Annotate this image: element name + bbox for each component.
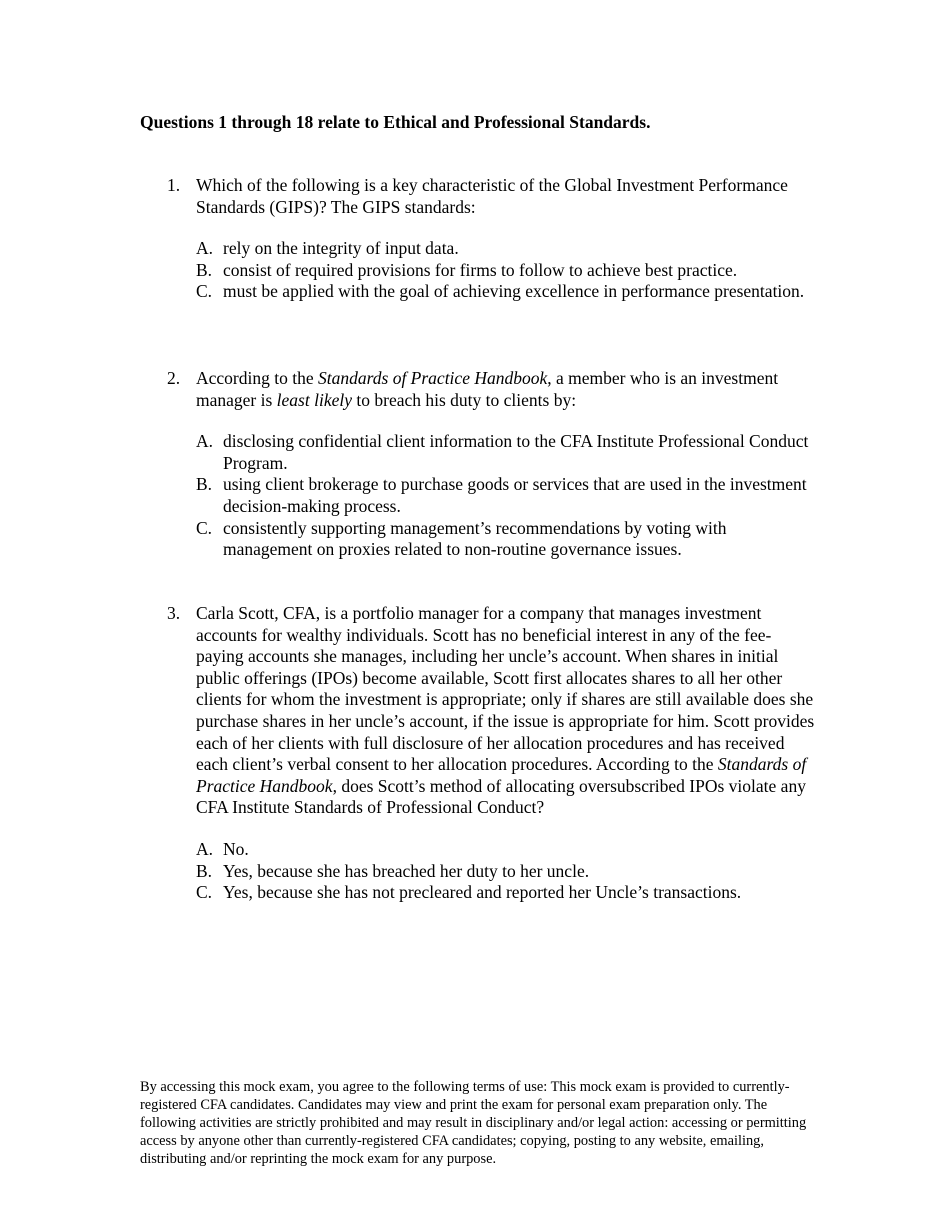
choice-a bbox=[196, 839, 817, 861]
choice-text: disclosing confidential client information to the CFA Institute Professional Conduct Program. bbox=[223, 431, 809, 473]
choice-b bbox=[196, 861, 817, 883]
choice-b bbox=[196, 474, 817, 517]
question-1 bbox=[167, 175, 817, 303]
choice-letter: B. bbox=[196, 474, 213, 495]
choice-text: Yes, because she has not precleared and reported her Uncle’s transactions. bbox=[223, 882, 742, 903]
choice-letter: C. bbox=[196, 517, 213, 538]
choice-text: rely on the integrity of input data. bbox=[223, 238, 459, 259]
choice-b bbox=[196, 260, 817, 282]
choice-letter: B. bbox=[196, 860, 213, 881]
question-2 bbox=[167, 368, 817, 561]
choice-text: consistently supporting management’s recommendations by voting with management on proxies related to non-routine governance issues. bbox=[223, 517, 727, 560]
choice-text: No. bbox=[223, 838, 249, 859]
choice-letter: C. bbox=[196, 882, 213, 903]
question-stem bbox=[167, 603, 817, 819]
choice-letter: A. bbox=[196, 838, 214, 859]
choice-a bbox=[196, 238, 817, 260]
choice-c bbox=[196, 882, 817, 904]
answer-choices bbox=[196, 431, 817, 561]
choice-letter: A. bbox=[196, 431, 214, 452]
choice-c bbox=[196, 281, 817, 303]
answer-choices bbox=[196, 238, 817, 303]
emphasis: least likely bbox=[276, 389, 352, 410]
choice-text: Yes, because she has breached her duty to her uncle. bbox=[223, 860, 590, 881]
question-number: 2. bbox=[167, 368, 181, 388]
book-title: Standards of Practice Handbook bbox=[317, 368, 548, 388]
choice-c bbox=[196, 518, 817, 561]
choice-letter: B. bbox=[196, 259, 213, 280]
question-number: 3. bbox=[167, 603, 181, 623]
question-text: Which of the following is a key characteristic of the Global Investment Performance Standards (GIPS)? The GIPS standards: bbox=[196, 175, 788, 217]
question-stem bbox=[167, 368, 817, 411]
choice-text: using client brokerage to purchase goods or services that are used in the investment decision-making process. bbox=[223, 474, 807, 516]
question-stem bbox=[167, 175, 817, 218]
question-text: According to the Standards of Practice Handbook, a member who is an investment manager is least likely to breach his duty to clients by: bbox=[196, 368, 779, 410]
section-heading: Questions 1 through 18 relate to Ethical and Professional Standards. bbox=[140, 112, 651, 132]
question-number: 1. bbox=[167, 175, 181, 195]
terms-of-use-footer: By accessing this mock exam, you agree to the following terms of use: This mock exam is provided to currently-registered CFA candidates. Candidates may view and print the exam for personal exam preparation only. The following activities are strictly prohibited and may result in disciplinary and/or legal action: accessing or permitting access by anyone other than currently-registered CFA candidates; copying, posting to any website, emailing, distributing and/or reprinting the mock exam for any purpose. bbox=[140, 1079, 807, 1168]
choice-a bbox=[196, 431, 817, 474]
book-title: Standards of Practice Handbook bbox=[196, 754, 807, 796]
choice-letter: C. bbox=[196, 281, 213, 302]
choice-text: consist of required provisions for firms to follow to achieve best practice. bbox=[223, 259, 738, 280]
answer-choices bbox=[196, 839, 817, 904]
question-3 bbox=[167, 603, 817, 904]
choice-letter: A. bbox=[196, 238, 214, 259]
choice-text: must be applied with the goal of achieving excellence in performance presentation. bbox=[223, 281, 805, 302]
question-text: Carla Scott, CFA, is a portfolio manager for a company that manages investment accounts for wealthy individuals. Scott has no beneficial interest in any of the fee-paying accounts she manages, including her uncle’s account. When shares in initial public offerings (IPOs) become available, Scott first allocates shares to all her other clients for whom the investment is appropriate; only if shares are still available does she purchase shares in her uncle’s account, if the issue is appropriate for him. Scott provides each of her clients with full disclosure of her allocation procedures and has received each client’s verbal consent to her allocation procedures. According to the Standards of Practice Handbook, does Scott’s method of allocating oversubscribed IPOs violate any CFA Institute Standards of Professional Conduct? bbox=[196, 603, 815, 818]
